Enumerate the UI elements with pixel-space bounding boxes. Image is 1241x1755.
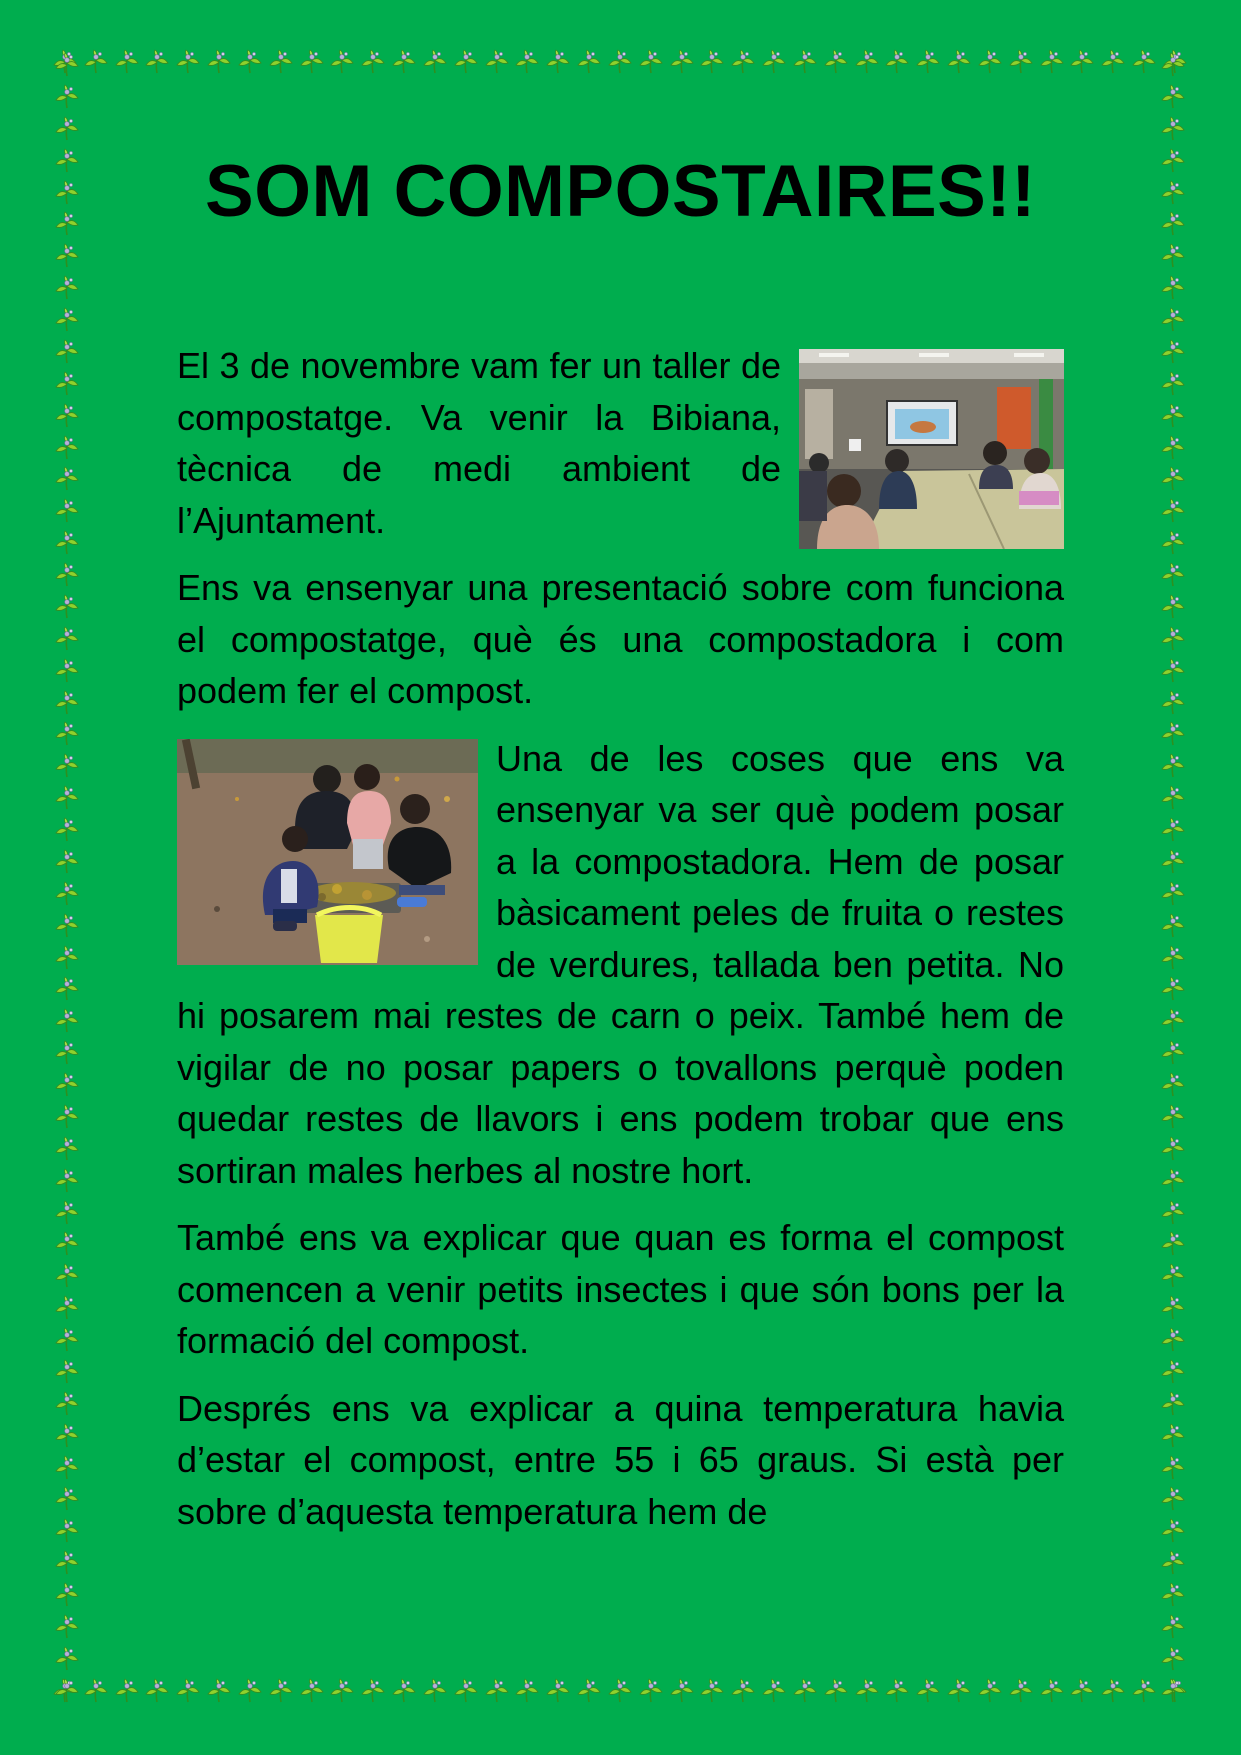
clover-sprig-icon <box>1160 785 1186 811</box>
clover-sprig-icon <box>54 1423 80 1449</box>
clover-sprig-icon <box>54 403 80 429</box>
clover-sprig-icon <box>54 1614 80 1640</box>
clover-sprig-icon <box>54 84 80 110</box>
clover-sprig-icon <box>1131 1678 1157 1704</box>
clover-sprig-icon <box>54 976 80 1002</box>
clover-sprig-icon <box>54 1295 80 1321</box>
decorative-border-right <box>1158 52 1188 1704</box>
clover-sprig-icon <box>576 49 602 75</box>
clover-sprig-icon <box>54 849 80 875</box>
clover-sprig-icon <box>1160 1423 1186 1449</box>
clover-sprig-icon <box>1160 1391 1186 1417</box>
clover-sprig-icon <box>792 1678 818 1704</box>
clover-sprig-icon <box>54 1008 80 1034</box>
clover-sprig-icon <box>1160 945 1186 971</box>
clover-sprig-icon <box>1160 976 1186 1002</box>
clover-sprig-icon <box>607 1678 633 1704</box>
clover-sprig-icon <box>761 49 787 75</box>
clover-sprig-icon <box>1160 1231 1186 1257</box>
page-title: SOM COMPOSTAIRES!! <box>205 151 1036 232</box>
paragraph-4: També ens va explicar que quan es forma el compost comencen a venir petits insectes i que són bons per la formació del compost. <box>177 1217 1064 1361</box>
clover-sprig-icon <box>946 1678 972 1704</box>
clover-sprig-icon <box>54 1231 80 1257</box>
clover-sprig-icon <box>915 49 941 75</box>
clover-sprig-icon <box>977 49 1003 75</box>
clover-sprig-icon <box>54 1391 80 1417</box>
clover-sprig-icon <box>1008 49 1034 75</box>
clover-sprig-icon <box>1160 1455 1186 1481</box>
clover-sprig-icon <box>1160 690 1186 716</box>
clover-sprig-icon <box>54 275 80 301</box>
clover-sprig-icon <box>54 1104 80 1130</box>
clover-sprig-icon <box>1160 371 1186 397</box>
clover-sprig-icon <box>1160 84 1186 110</box>
clover-sprig-icon <box>854 49 880 75</box>
clover-sprig-icon <box>977 1678 1003 1704</box>
clover-sprig-icon <box>299 1678 325 1704</box>
clover-sprig-icon <box>1160 1072 1186 1098</box>
clover-sprig-icon <box>484 49 510 75</box>
paragraph-2: Ens va ensenyar una presentació sobre com funciona el compostatge, què és una compostadora i com podem fer el compost. <box>177 567 1064 711</box>
clover-sprig-icon <box>54 1072 80 1098</box>
clover-sprig-icon <box>54 52 80 78</box>
clover-sprig-icon <box>607 49 633 75</box>
clover-sprig-icon <box>1039 1678 1065 1704</box>
clover-sprig-icon <box>54 658 80 684</box>
clover-sprig-icon <box>854 1678 880 1704</box>
clover-sprig-icon <box>360 1678 386 1704</box>
clover-sprig-icon <box>114 49 140 75</box>
clover-sprig-icon <box>54 243 80 269</box>
clover-sprig-icon <box>1160 435 1186 461</box>
clover-sprig-icon <box>1160 1486 1186 1512</box>
clover-sprig-icon <box>1160 849 1186 875</box>
clover-sprig-icon <box>761 1678 787 1704</box>
students-sorting-compost-photo <box>177 739 478 965</box>
clover-sprig-icon <box>237 49 263 75</box>
clover-sprig-icon <box>54 435 80 461</box>
clover-sprig-icon <box>54 881 80 907</box>
clover-sprig-icon <box>699 1678 725 1704</box>
clover-sprig-icon <box>1160 913 1186 939</box>
clover-sprig-icon <box>514 49 540 75</box>
clover-sprig-icon <box>54 594 80 620</box>
clover-sprig-icon <box>54 1263 80 1289</box>
clover-sprig-icon <box>54 1486 80 1512</box>
clover-sprig-icon <box>576 1678 602 1704</box>
clover-sprig-icon <box>638 1678 664 1704</box>
clover-sprig-icon <box>1160 1359 1186 1385</box>
clover-sprig-icon <box>54 1582 80 1608</box>
clover-sprig-icon <box>1160 594 1186 620</box>
clover-sprig-icon <box>268 49 294 75</box>
clover-sprig-icon <box>1160 339 1186 365</box>
clover-sprig-icon <box>1069 49 1095 75</box>
clover-sprig-icon <box>54 785 80 811</box>
clover-sprig-icon <box>83 1678 109 1704</box>
clover-sprig-icon <box>1160 658 1186 684</box>
clover-sprig-icon <box>1160 626 1186 652</box>
clover-sprig-icon <box>54 626 80 652</box>
clover-sprig-icon <box>329 1678 355 1704</box>
clover-sprig-icon <box>453 49 479 75</box>
clover-sprig-icon <box>884 49 910 75</box>
clover-sprig-icon <box>545 1678 571 1704</box>
clover-sprig-icon <box>1160 1263 1186 1289</box>
clover-sprig-icon <box>1100 1678 1126 1704</box>
clover-sprig-icon <box>237 1678 263 1704</box>
clover-sprig-icon <box>54 116 80 142</box>
clover-sprig-icon <box>144 49 170 75</box>
clover-sprig-icon <box>54 1327 80 1353</box>
clover-sprig-icon <box>1160 1582 1186 1608</box>
clover-sprig-icon <box>54 1200 80 1226</box>
clover-sprig-icon <box>54 753 80 779</box>
clover-sprig-icon <box>1160 52 1186 78</box>
classroom-presentation-photo <box>799 349 1064 549</box>
clover-sprig-icon <box>1160 1518 1186 1544</box>
clover-sprig-icon <box>114 1678 140 1704</box>
decorative-border-top <box>52 47 1188 77</box>
clover-sprig-icon <box>206 1678 232 1704</box>
clover-sprig-icon <box>1160 403 1186 429</box>
clover-sprig-icon <box>1160 1327 1186 1353</box>
clover-sprig-icon <box>669 49 695 75</box>
clover-sprig-icon <box>54 562 80 588</box>
paragraph-5: Després ens va explicar a quina temperatura havia d’estar el compost, entre 55 i 65 graus. Si està per sobre d’aquesta temperatura hem de <box>177 1387 1064 1532</box>
clover-sprig-icon <box>54 466 80 492</box>
clover-sprig-icon <box>669 1678 695 1704</box>
clover-sprig-icon <box>1160 1614 1186 1640</box>
clover-sprig-icon <box>1160 1200 1186 1226</box>
clover-sprig-icon <box>545 49 571 75</box>
clover-sprig-icon <box>453 1678 479 1704</box>
article-body <box>177 340 1064 1553</box>
clover-sprig-icon <box>484 1678 510 1704</box>
clover-sprig-icon <box>1131 49 1157 75</box>
decorative-border-left <box>52 52 82 1704</box>
clover-sprig-icon <box>54 371 80 397</box>
clover-sprig-icon <box>175 1678 201 1704</box>
clover-sprig-icon <box>514 1678 540 1704</box>
clover-sprig-icon <box>1160 562 1186 588</box>
clover-sprig-icon <box>175 49 201 75</box>
clover-sprig-icon <box>54 1678 80 1704</box>
clover-sprig-icon <box>54 1136 80 1162</box>
clover-sprig-icon <box>1160 530 1186 556</box>
clover-sprig-icon <box>823 1678 849 1704</box>
clover-sprig-icon <box>54 1550 80 1576</box>
clover-sprig-icon <box>54 1518 80 1544</box>
clover-sprig-icon <box>1160 307 1186 333</box>
clover-sprig-icon <box>1160 817 1186 843</box>
clover-sprig-icon <box>1160 1678 1186 1704</box>
clover-sprig-icon <box>1160 1104 1186 1130</box>
clover-sprig-icon <box>54 913 80 939</box>
clover-sprig-icon <box>54 945 80 971</box>
clover-sprig-icon <box>1160 498 1186 524</box>
clover-sprig-icon <box>54 530 80 556</box>
clover-sprig-icon <box>1160 1168 1186 1194</box>
clover-sprig-icon <box>1160 721 1186 747</box>
clover-sprig-icon <box>1160 275 1186 301</box>
clover-sprig-icon <box>54 339 80 365</box>
clover-sprig-icon <box>1160 466 1186 492</box>
clover-sprig-icon <box>1160 881 1186 907</box>
clover-sprig-icon <box>1160 1040 1186 1066</box>
clover-sprig-icon <box>1039 49 1065 75</box>
clover-sprig-icon <box>54 817 80 843</box>
clover-sprig-icon <box>1160 1008 1186 1034</box>
clover-sprig-icon <box>329 49 355 75</box>
decorative-border-bottom <box>52 1676 1188 1706</box>
clover-sprig-icon <box>54 498 80 524</box>
clover-sprig-icon <box>884 1678 910 1704</box>
clover-sprig-icon <box>1160 1136 1186 1162</box>
clover-sprig-icon <box>391 1678 417 1704</box>
clover-sprig-icon <box>915 1678 941 1704</box>
clover-sprig-icon <box>422 1678 448 1704</box>
paragraph-1: El 3 de novembre vam fer un taller de compostatge. Va venir la Bibiana, tècnica de medi ambient de l’Ajuntament. <box>177 345 781 541</box>
clover-sprig-icon <box>54 307 80 333</box>
clover-sprig-icon <box>54 1646 80 1672</box>
clover-sprig-icon <box>268 1678 294 1704</box>
clover-sprig-icon <box>730 1678 756 1704</box>
clover-sprig-icon <box>1160 243 1186 269</box>
clover-sprig-icon <box>206 49 232 75</box>
clover-sprig-icon <box>54 721 80 747</box>
clover-sprig-icon <box>1160 1295 1186 1321</box>
paragraph-3: Una de les coses que ens va ensenyar va ser què podem posar a la compostadora. Hem de posar bàsicament peles de fruita o restes de verdures, tallada ben petita. No hi posarem mai restes de carn o peix. També hem de vigilar de no posar papers o tovallons perquè poden quedar restes de llavors i ens podem trobar que ens sortiran males herbes al nostre hort. <box>177 737 1064 1191</box>
clover-sprig-icon <box>823 49 849 75</box>
clover-sprig-icon <box>422 49 448 75</box>
clover-sprig-icon <box>1069 1678 1095 1704</box>
clover-sprig-icon <box>946 49 972 75</box>
clover-sprig-icon <box>1008 1678 1034 1704</box>
clover-sprig-icon <box>391 49 417 75</box>
clover-sprig-icon <box>299 49 325 75</box>
clover-sprig-icon <box>54 1455 80 1481</box>
clover-sprig-icon <box>792 49 818 75</box>
clover-sprig-icon <box>54 690 80 716</box>
clover-sprig-icon <box>83 49 109 75</box>
clover-sprig-icon <box>54 1040 80 1066</box>
clover-sprig-icon <box>1160 753 1186 779</box>
clover-sprig-icon <box>144 1678 170 1704</box>
clover-sprig-icon <box>1160 116 1186 142</box>
clover-sprig-icon <box>54 1168 80 1194</box>
clover-sprig-icon <box>1160 1550 1186 1576</box>
clover-sprig-icon <box>1100 49 1126 75</box>
clover-sprig-icon <box>638 49 664 75</box>
clover-sprig-icon <box>54 1359 80 1385</box>
clover-sprig-icon <box>360 49 386 75</box>
clover-sprig-icon <box>1160 1646 1186 1672</box>
clover-sprig-icon <box>699 49 725 75</box>
clover-sprig-icon <box>730 49 756 75</box>
